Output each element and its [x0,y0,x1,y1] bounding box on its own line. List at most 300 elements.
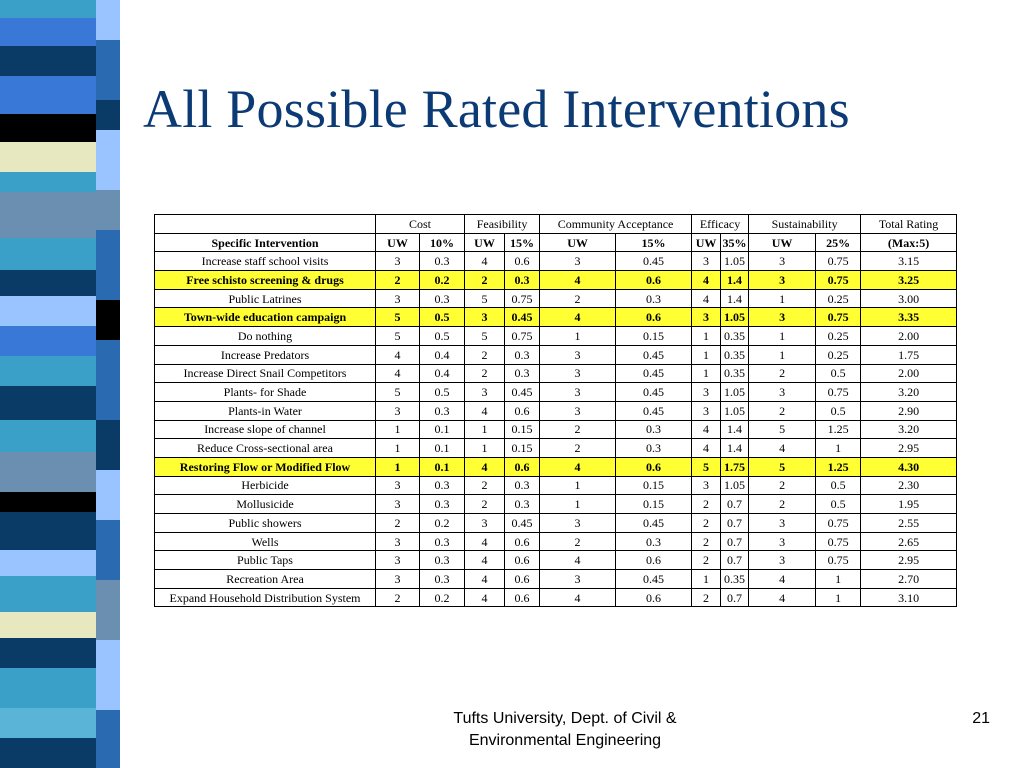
table-cell: 4 [465,588,505,607]
table-cell: 3 [749,383,816,402]
sub-header-cell: UW [749,233,816,252]
table-cell: 0.4 [420,345,465,364]
table-cell: 2 [692,532,721,551]
stripe-segment [96,340,120,420]
sub-header-cell: 25% [816,233,861,252]
table-cell: 3 [692,383,721,402]
table-cell: 4 [465,532,505,551]
stripe-segment [96,300,120,340]
table-cell: 0.75 [816,271,861,290]
table-cell: 1 [540,476,616,495]
table-cell: 4 [749,588,816,607]
table-cell: 3 [692,476,721,495]
table-cell: 2 [540,420,616,439]
intervention-name-cell: Mollusicide [155,495,376,514]
table-row [155,514,957,533]
group-header-feasibility: Feasibility [465,215,540,234]
table-cell: 1 [692,570,721,589]
stripe-segment [0,668,96,708]
intervention-name-cell: Increase slope of channel [155,420,376,439]
table-cell: 5 [376,308,420,327]
intervention-name-cell: Free schisto screening & drugs [155,271,376,290]
table-cell: 4 [376,345,420,364]
table-cell: 0.7 [721,532,749,551]
table-cell: 0.6 [505,588,540,607]
stripe-segment [0,356,96,386]
sub-header-cell: 15% [505,233,540,252]
table-cell: 4 [692,439,721,458]
table-row [155,271,957,290]
table-cell: 1 [376,420,420,439]
table-cell: 5 [749,457,816,476]
table-cell: 0.7 [721,495,749,514]
intervention-name-cell: Herbicide [155,476,376,495]
table-cell: 0.3 [420,252,465,271]
table-cell: 2 [376,514,420,533]
table-cell: 0.6 [505,532,540,551]
table-cell: 2.55 [861,514,957,533]
table-cell: 0.2 [420,514,465,533]
table-cell: 4 [540,308,616,327]
sub-header-cell: 15% [616,233,692,252]
table-cell: 2.95 [861,439,957,458]
table-cell: 5 [749,420,816,439]
stripe-segment [0,492,96,512]
intervention-name-cell: Reduce Cross-sectional area [155,439,376,458]
table-cell: 0.3 [616,420,692,439]
table-cell: 0.3 [420,551,465,570]
table-cell: 0.3 [505,271,540,290]
sub-header-cell: UW [465,233,505,252]
table-cell: 3 [749,271,816,290]
table-cell: 3 [749,308,816,327]
stripe-segment [0,0,96,18]
table-cell: 0.7 [721,588,749,607]
table-cell: 1 [692,345,721,364]
table-row [155,588,957,607]
table-cell: 0.25 [816,327,861,346]
table-cell: 2.70 [861,570,957,589]
page-number: 21 [972,710,990,727]
stripe-segment [0,550,96,576]
sub-header-intervention: Specific Intervention [155,233,376,252]
table-cell: 5 [465,327,505,346]
table-cell: 0.45 [616,345,692,364]
stripe-segment [0,296,96,326]
table-cell: 0.3 [616,439,692,458]
stripe-segment [0,576,96,612]
table-cell: 0.25 [816,345,861,364]
table-cell: 3 [376,289,420,308]
table-cell: 0.45 [616,252,692,271]
table-cell: 3 [540,364,616,383]
table-cell: 0.2 [420,271,465,290]
table-cell: 0.15 [616,327,692,346]
group-header-total-rating: Total Rating [861,215,957,234]
table-cell: 0.6 [505,252,540,271]
table-cell: 0.6 [616,588,692,607]
table-cell: 1.05 [721,383,749,402]
stripe-segment [96,40,120,100]
table-cell: 0.1 [420,457,465,476]
table-cell: 1.75 [721,457,749,476]
sub-header-cell: UW [692,233,721,252]
table-cell: 0.15 [505,439,540,458]
table-cell: 4 [692,271,721,290]
stripe-segment [0,114,96,142]
table-cell: 0.5 [420,383,465,402]
table-cell: 0.35 [721,327,749,346]
table-cell: 2.90 [861,401,957,420]
table-cell: 3.00 [861,289,957,308]
table-cell: 3 [540,570,616,589]
table-cell: 2 [465,345,505,364]
sub-header-row [155,233,957,252]
table-cell: 0.7 [721,551,749,570]
table-cell: 2 [749,364,816,383]
table-cell: 0.75 [816,514,861,533]
table-cell: 0.5 [816,401,861,420]
table-cell: 3 [749,252,816,271]
table-cell: 1 [816,588,861,607]
table-cell: 0.5 [816,495,861,514]
stripe-segment [96,100,120,130]
stripe-column-right [96,0,120,768]
table-cell: 1 [465,420,505,439]
group-header-empty [155,215,376,234]
table-cell: 1 [376,439,420,458]
intervention-name-cell: Increase staff school visits [155,252,376,271]
stripe-segment [0,386,96,420]
table-cell: 0.45 [616,364,692,383]
intervention-name-cell: Do nothing [155,327,376,346]
table-row [155,420,957,439]
table-cell: 1.05 [721,401,749,420]
table-cell: 0.75 [505,327,540,346]
table-cell: 0.5 [420,327,465,346]
table-cell: 0.5 [420,308,465,327]
stripe-segment [96,130,120,190]
table-cell: 3.35 [861,308,957,327]
table-cell: 0.6 [505,551,540,570]
table-cell: 1 [749,345,816,364]
table-row [155,364,957,383]
table-cell: 3 [749,514,816,533]
table-row [155,457,957,476]
table-cell: 1 [540,495,616,514]
group-header-sustainability: Sustainability [749,215,861,234]
stripe-segment [0,142,96,172]
table-body [155,252,957,607]
table-cell: 0.3 [616,532,692,551]
table-cell: 0.75 [816,532,861,551]
stripe-segment [96,420,120,470]
table-cell: 3 [376,551,420,570]
slide-title: All Possible Rated Interventions [143,79,850,139]
table-cell: 2 [692,588,721,607]
table-cell: 3 [376,401,420,420]
table-cell: 2 [749,495,816,514]
table-cell: 3 [540,345,616,364]
table-row [155,252,957,271]
table-cell: 0.6 [616,551,692,570]
table-row [155,308,957,327]
table-row [155,383,957,402]
stripe-segment [0,420,96,452]
table-cell: 1.05 [721,252,749,271]
table-cell: 3 [376,476,420,495]
table-cell: 0.75 [816,551,861,570]
table-cell: 1.75 [861,345,957,364]
table-cell: 3 [749,551,816,570]
table-cell: 0.6 [505,401,540,420]
table-row [155,289,957,308]
table-cell: 1.4 [721,271,749,290]
table-cell: 4 [465,570,505,589]
group-header-row [155,215,957,234]
table-cell: 0.15 [616,495,692,514]
table-cell: 1.95 [861,495,957,514]
table-row [155,327,957,346]
stripe-segment [96,0,120,40]
table-cell: 4.30 [861,457,957,476]
table-cell: 3 [465,514,505,533]
group-header-cost: Cost [376,215,465,234]
table-cell: 0.75 [816,252,861,271]
table-cell: 1.4 [721,289,749,308]
intervention-name-cell: Increase Predators [155,345,376,364]
stripe-segment [96,580,120,640]
table-cell: 3 [540,383,616,402]
table-cell: 1 [816,439,861,458]
table-cell: 0.45 [616,401,692,420]
table-cell: 2 [540,439,616,458]
table-cell: 0.3 [505,476,540,495]
table-cell: 0.25 [816,289,861,308]
stripe-segment [0,708,96,738]
table-cell: 0.3 [505,345,540,364]
stripe-segment [96,520,120,580]
table-cell: 0.3 [420,495,465,514]
table-cell: 0.35 [721,364,749,383]
table-cell: 0.45 [505,383,540,402]
table-row [155,532,957,551]
table-row [155,570,957,589]
table-cell: 0.3 [505,495,540,514]
table-cell: 3 [465,383,505,402]
stripe-segment [0,192,96,238]
table-cell: 1.05 [721,476,749,495]
table-cell: 0.6 [616,457,692,476]
table-cell: 1 [376,457,420,476]
table-cell: 0.3 [505,364,540,383]
table-cell: 4 [692,420,721,439]
table-cell: 4 [749,570,816,589]
table-cell: 3.15 [861,252,957,271]
stripe-segment [0,612,96,638]
table-cell: 1 [749,327,816,346]
table-cell: 2 [465,364,505,383]
table-row [155,551,957,570]
table-cell: 0.6 [505,570,540,589]
table-cell: 2 [749,401,816,420]
stripe-segment [96,190,120,230]
intervention-name-cell: Public Latrines [155,289,376,308]
intervention-name-cell: Restoring Flow or Modified Flow [155,457,376,476]
stripe-segment [0,76,96,114]
table-cell: 0.3 [420,570,465,589]
stripe-segment [0,638,96,668]
sub-header-cell: UW [540,233,616,252]
table-cell: 0.3 [616,289,692,308]
table-cell: 4 [465,551,505,570]
footer-line-1: Tufts University, Dept. of Civil & [453,710,677,727]
table-cell: 2.65 [861,532,957,551]
table-cell: 2 [540,532,616,551]
table-cell: 0.45 [616,383,692,402]
table-cell: 1 [816,570,861,589]
table-cell: 0.75 [816,383,861,402]
table-cell: 3.10 [861,588,957,607]
stripe-segment [96,470,120,520]
intervention-name-cell: Plants-in Water [155,401,376,420]
stripe-segment [96,710,120,768]
group-header-community-acceptance: Community Acceptance [540,215,692,234]
decorative-stripe-bar [0,0,120,768]
table-cell: 1 [540,327,616,346]
table-cell: 3.25 [861,271,957,290]
table-cell: 3 [540,252,616,271]
table-cell: 3 [376,495,420,514]
group-header-efficacy: Efficacy [692,215,749,234]
table-cell: 0.2 [420,588,465,607]
table-cell: 2.00 [861,327,957,346]
stripe-column-left [0,0,96,768]
stripe-segment [0,512,96,550]
table-cell: 3 [376,570,420,589]
table-cell: 0.6 [616,308,692,327]
table-cell: 2 [692,495,721,514]
table-cell: 5 [376,327,420,346]
stripe-segment [0,172,96,192]
table-cell: 3 [376,532,420,551]
table-row [155,476,957,495]
table-cell: 2 [465,476,505,495]
table-cell: 1 [692,364,721,383]
stripe-segment [96,640,120,710]
stripe-segment [0,452,96,492]
table-row [155,401,957,420]
table-cell: 0.45 [505,514,540,533]
intervention-name-cell: Recreation Area [155,570,376,589]
table-cell: 0.1 [420,420,465,439]
table-cell: 0.7 [721,514,749,533]
table-cell: 0.5 [816,364,861,383]
table-cell: 1.25 [816,457,861,476]
table-cell: 4 [376,364,420,383]
table-cell: 0.6 [616,271,692,290]
table-cell: 0.75 [816,308,861,327]
sub-header-cell: (Max:5) [861,233,957,252]
table-cell: 0.45 [616,514,692,533]
table-row [155,345,957,364]
table-cell: 3.20 [861,420,957,439]
table-cell: 2 [692,551,721,570]
table-cell: 4 [465,252,505,271]
sub-header-cell: 35% [721,233,749,252]
table-cell: 2 [692,514,721,533]
table-cell: 0.15 [616,476,692,495]
stripe-segment [0,238,96,270]
table-cell: 2 [376,588,420,607]
table-cell: 3 [749,532,816,551]
table-cell: 3 [692,308,721,327]
intervention-name-cell: Increase Direct Snail Competitors [155,364,376,383]
table-cell: 3 [692,252,721,271]
table-cell: 2 [465,495,505,514]
table-cell: 4 [540,457,616,476]
table-cell: 4 [692,289,721,308]
stripe-segment [0,326,96,356]
intervention-name-cell: Expand Household Distribution System [155,588,376,607]
intervention-name-cell: Public showers [155,514,376,533]
table-cell: 0.3 [420,476,465,495]
table-cell: 0.3 [420,401,465,420]
table-row [155,439,957,458]
table-cell: 0.35 [721,345,749,364]
table-cell: 3 [540,401,616,420]
table-cell: 2 [540,289,616,308]
sub-header-cell: UW [376,233,420,252]
table-row [155,495,957,514]
intervention-name-cell: Wells [155,532,376,551]
table-cell: 5 [465,289,505,308]
table-cell: 2 [465,271,505,290]
intervention-name-cell: Town-wide education campaign [155,308,376,327]
intervention-name-cell: Public Taps [155,551,376,570]
table-cell: 4 [540,551,616,570]
table-cell: 0.4 [420,364,465,383]
footer-credit [380,708,750,752]
table-cell: 1.25 [816,420,861,439]
table-cell: 3 [465,308,505,327]
table-cell: 2.95 [861,551,957,570]
table-cell: 4 [465,457,505,476]
stripe-segment [0,270,96,296]
table-cell: 0.75 [505,289,540,308]
table-cell: 0.15 [505,420,540,439]
table-cell: 0.3 [420,289,465,308]
table-cell: 5 [376,383,420,402]
table-cell: 2 [376,271,420,290]
table-cell: 0.45 [616,570,692,589]
table-cell: 1 [465,439,505,458]
table-cell: 1 [749,289,816,308]
table-cell: 4 [540,271,616,290]
table-cell: 0.1 [420,439,465,458]
table-cell: 2.30 [861,476,957,495]
table-cell: 3 [540,514,616,533]
table-cell: 0.6 [505,457,540,476]
table-cell: 1.4 [721,420,749,439]
table-cell: 4 [465,401,505,420]
stripe-segment [96,230,120,300]
table-cell: 0.35 [721,570,749,589]
table-cell: 1.4 [721,439,749,458]
table-cell: 3.20 [861,383,957,402]
stripe-segment [0,46,96,76]
footer-line-2: Environmental Engineering [468,732,662,749]
